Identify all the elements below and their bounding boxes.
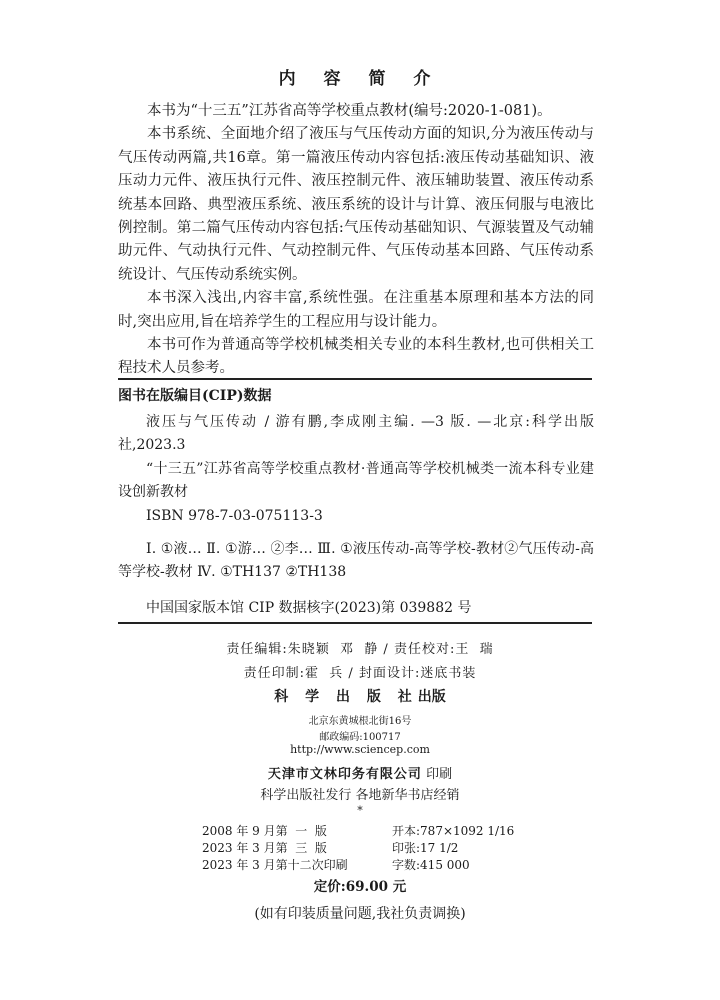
cip-series: “十三五”江苏省高等学校重点教材·普通高等学校机械类一流本科专业建设创新教材: [118, 460, 594, 501]
price: 定价:69.00 元: [313, 879, 407, 895]
cip-top-rule: [118, 378, 592, 380]
summary-paragraph: 本书深入浅出,内容丰富,系统性强。在注重基本原理和基本方法的同时,突出应用,旨在培养学生的工程应用与设计能力。: [118, 290, 594, 330]
page-title: 内 容 简 介: [278, 69, 442, 89]
content-summary: [118, 100, 594, 381]
printing-info: 2023 年 3 月第十二次印刷: [202, 858, 348, 872]
cip-heading: 图书在版编目(CIP)数据: [118, 388, 272, 404]
publisher-line: [0, 686, 720, 706]
printer-name: 天津市文林印务有限公司: [267, 767, 422, 782]
edition-info: 2023 年 3 月第 三 版: [202, 841, 327, 855]
edition-specs: [202, 823, 514, 874]
format-info: 开本:787×1092 1/16: [392, 824, 515, 838]
quality-notice: (如有印装质量问题,我社负责调换): [254, 906, 466, 922]
sheets-info: 印张:17 1/2: [392, 841, 459, 855]
publisher-suffix: 出版: [417, 689, 446, 705]
print-credits: 责任印制:霍 兵 / 封面设计:迷底书装: [243, 666, 477, 681]
spec-row: [202, 823, 514, 840]
publisher-postcode: 邮政编码:100717: [319, 732, 401, 743]
cip-block: [118, 411, 594, 585]
editor-credits: 责任编辑:朱晓颖 邓 静 / 责任校对:王 瑞: [226, 642, 494, 657]
summary-paragraph: 本书为“十三五”江苏省高等学校重点教材(编号:2020-1-081)。: [147, 103, 552, 119]
spec-row: [202, 857, 514, 874]
publisher-name: 科 学 出 版 社: [274, 689, 418, 705]
publisher-address: 北京东黄城根北街16号: [308, 716, 412, 727]
cip-classification: Ⅰ. ①液… Ⅱ. ①游… ②李… Ⅲ. ①液压传动-高等学校-教材②气压传动-高等学校-教材 Ⅳ. ①TH137 ②TH138: [118, 541, 594, 581]
spec-row: [202, 840, 514, 857]
printer-line: [0, 763, 720, 782]
word-count-info: 字数:415 000: [392, 858, 470, 872]
publisher-website: http://www.sciencep.com: [290, 743, 430, 756]
separator-star: *: [357, 804, 363, 817]
summary-paragraph: 本书系统、全面地介绍了液压与气压传动方面的知识,分为液压传动与气压传动两篇,共16章。第一篇液压传动内容包括:液压传动基础知识、液压动力元件、液压执行元件、液压控制元件、液压辅助装置、液压传动系统基本回路、典型液压系统、液压系统的设计与计算、液压伺服与电液比例控制。第二篇气压传动内容包括:气压传动基础知识、气源装置及气动辅助元件、气动执行元件、气动控制元件、气压传动基本回路、气压传动系统设计、气压传动系统实例。: [118, 126, 594, 283]
cip-entry: 液压与气压传动 / 游有鹏,李成刚主编. —3 版. —北京:科学出版社,2023.3: [118, 414, 594, 454]
summary-paragraph: 本书可作为普通高等学校机械类相关专业的本科生教材,也可供相关工程技术人员参考。: [118, 337, 594, 377]
distribution-line: 科学出版社发行 各地新华书店经销: [260, 788, 460, 803]
printer-suffix: 印刷: [421, 767, 453, 782]
edition-info: 2008 年 9 月第 一 版: [202, 824, 327, 838]
cip-bottom-rule: [118, 622, 592, 624]
cip-isbn: ISBN 978-7-03-075113-3: [146, 507, 323, 524]
cip-number: 中国国家版本馆 CIP 数据核字(2023)第 039882 号: [146, 600, 472, 616]
